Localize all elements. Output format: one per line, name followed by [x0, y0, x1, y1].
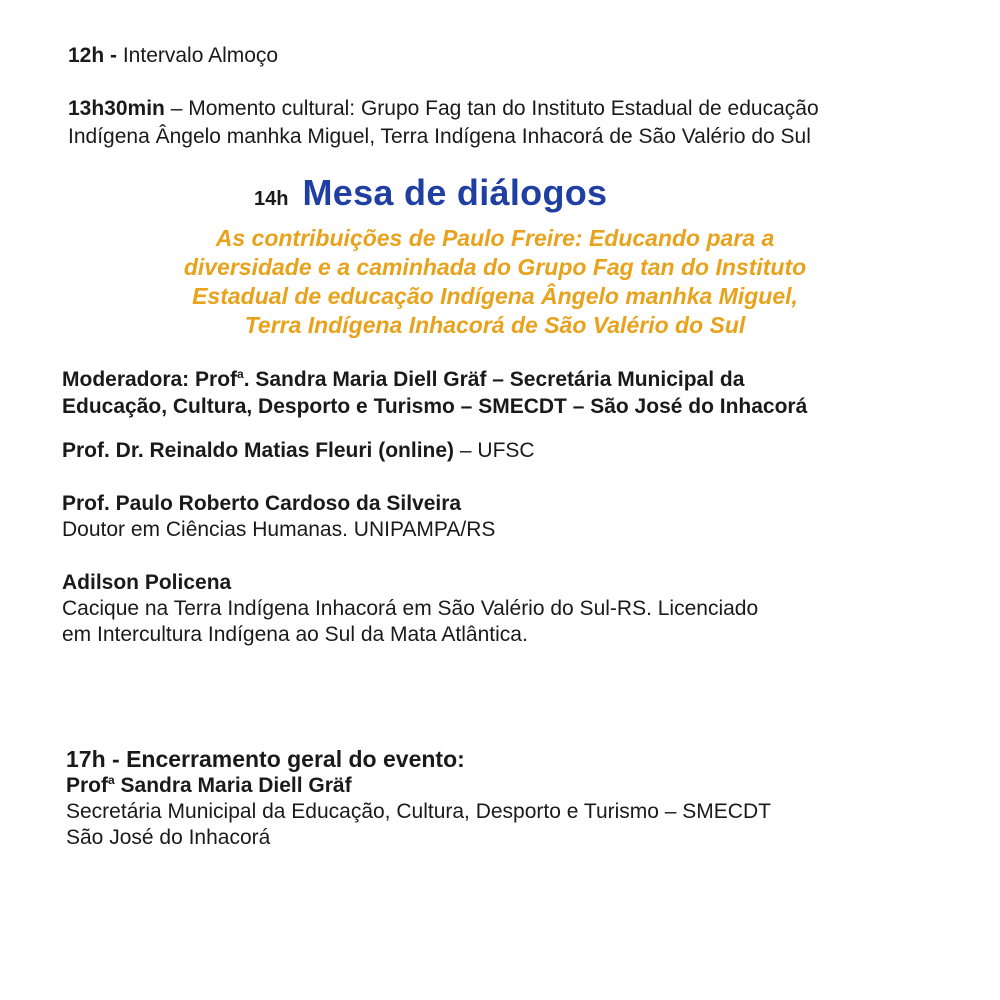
- lunch-break-entry: [68, 42, 1000, 70]
- cultural-moment-entry: [68, 95, 1000, 151]
- cultural-text-1: – Momento cultural: Grupo Fag tan do Instituto Estadual de educação: [164, 97, 819, 120]
- closing-entry: [66, 745, 1000, 851]
- closing-line-2: São José do Inhacorá: [66, 826, 271, 849]
- cultural-line-1: [68, 95, 1000, 123]
- speaker-fleuri-line: [62, 437, 1000, 465]
- closing-line-1: Secretária Municipal da Educação, Cultura, Desporto e Turismo – SMECDT: [66, 800, 771, 823]
- cultural-line-2: Indígena Ângelo manhka Miguel, Terra Indígena Inhacorá de São Valério do Sul: [68, 125, 811, 148]
- cultural-time: 13h30min: [68, 97, 165, 120]
- closing-title: 17h - Encerramento geral do evento:: [66, 746, 465, 772]
- closing-name: [66, 773, 1000, 799]
- lunch-label: Intervalo Almoço: [117, 44, 279, 67]
- mesa-theme: [0, 224, 990, 340]
- speaker-paulo-description: Doutor em Ciências Humanas. UNIPAMPA/RS: [62, 518, 496, 541]
- speaker-paulo: [62, 491, 1000, 543]
- mesa-header: [254, 172, 1000, 214]
- moderator-entry: [62, 366, 1000, 420]
- moderator-line-2: Educação, Cultura, Desporto e Turismo – SMECDT – São José do Inhacorá: [62, 395, 808, 418]
- moderator-prefix: Moderadora: Prof: [62, 368, 238, 391]
- mesa-theme-line-3: Estadual de educação Indígena Ângelo manhka Miguel,: [192, 283, 798, 309]
- speaker-adilson-line-1: Cacique na Terra Indígena Inhacorá em São Valério do Sul-RS. Licenciado: [62, 597, 759, 620]
- lunch-break-line: [68, 42, 1000, 70]
- lunch-time: 12h -: [68, 44, 118, 67]
- mesa-theme-line-2: diversidade e a caminhada do Grupo Fag tan do Instituto: [183, 254, 807, 280]
- speaker-fleuri: [62, 437, 1000, 465]
- closing-name-sup: a: [108, 773, 115, 787]
- speaker-adilson-name: Adilson Policena: [62, 571, 232, 594]
- speaker-adilson-line-2: em Intercultura Indígena ao Sul da Mata Atlântica.: [62, 623, 528, 646]
- moderator-line-1: [62, 366, 1000, 393]
- speaker-paulo-name: Prof. Paulo Roberto Cardoso da Silveira: [62, 492, 462, 515]
- speaker-fleuri-affiliation: – UFSC: [454, 439, 535, 462]
- mesa-title: Mesa de diálogos: [302, 172, 608, 213]
- speaker-fleuri-name: Prof. Dr. Reinaldo Matias Fleuri (online): [62, 439, 455, 462]
- moderator-rest: . Sandra Maria Diell Gräf – Secretária Municipal da: [243, 368, 745, 391]
- mesa-theme-line-1: As contribuições de Paulo Freire: Educando para a: [215, 225, 775, 251]
- closing-name-rest: Sandra Maria Diell Gräf: [114, 774, 352, 797]
- moderator-sup: a: [237, 367, 244, 381]
- mesa-theme-line-4: Terra Indígena Inhacorá de São Valério do Sul: [244, 312, 746, 338]
- closing-name-prefix: Prof: [66, 774, 108, 797]
- mesa-time: 14h: [254, 188, 289, 210]
- speaker-adilson: [62, 570, 1000, 648]
